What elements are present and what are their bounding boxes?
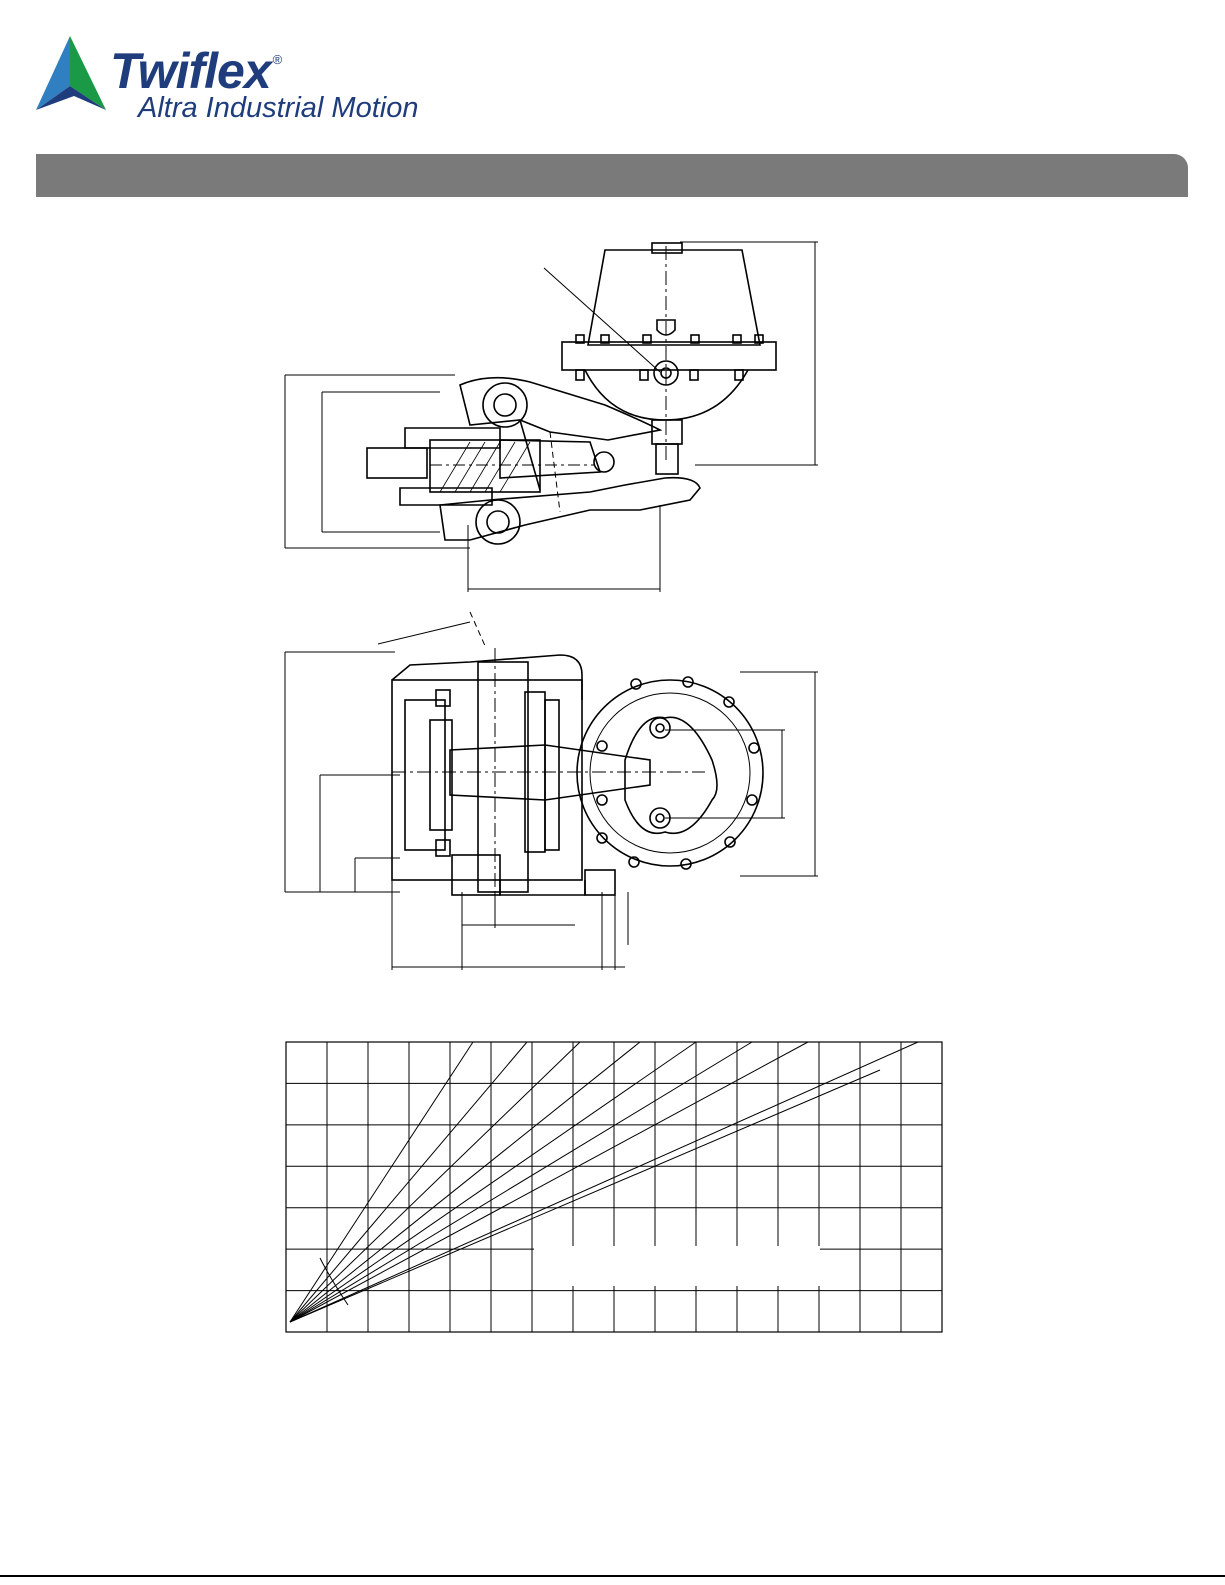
brand-name: Twiflex ® xyxy=(110,43,282,99)
plan-view-drawing xyxy=(285,612,818,970)
series-line xyxy=(290,1042,473,1322)
chart xyxy=(286,1042,942,1332)
chart-blank-band xyxy=(534,1246,820,1286)
side-view-drawing xyxy=(285,242,818,592)
registered-mark: ® xyxy=(272,52,282,67)
brand-tagline: Altra Industrial Motion xyxy=(138,92,419,124)
footer-rule xyxy=(0,1575,1225,1577)
